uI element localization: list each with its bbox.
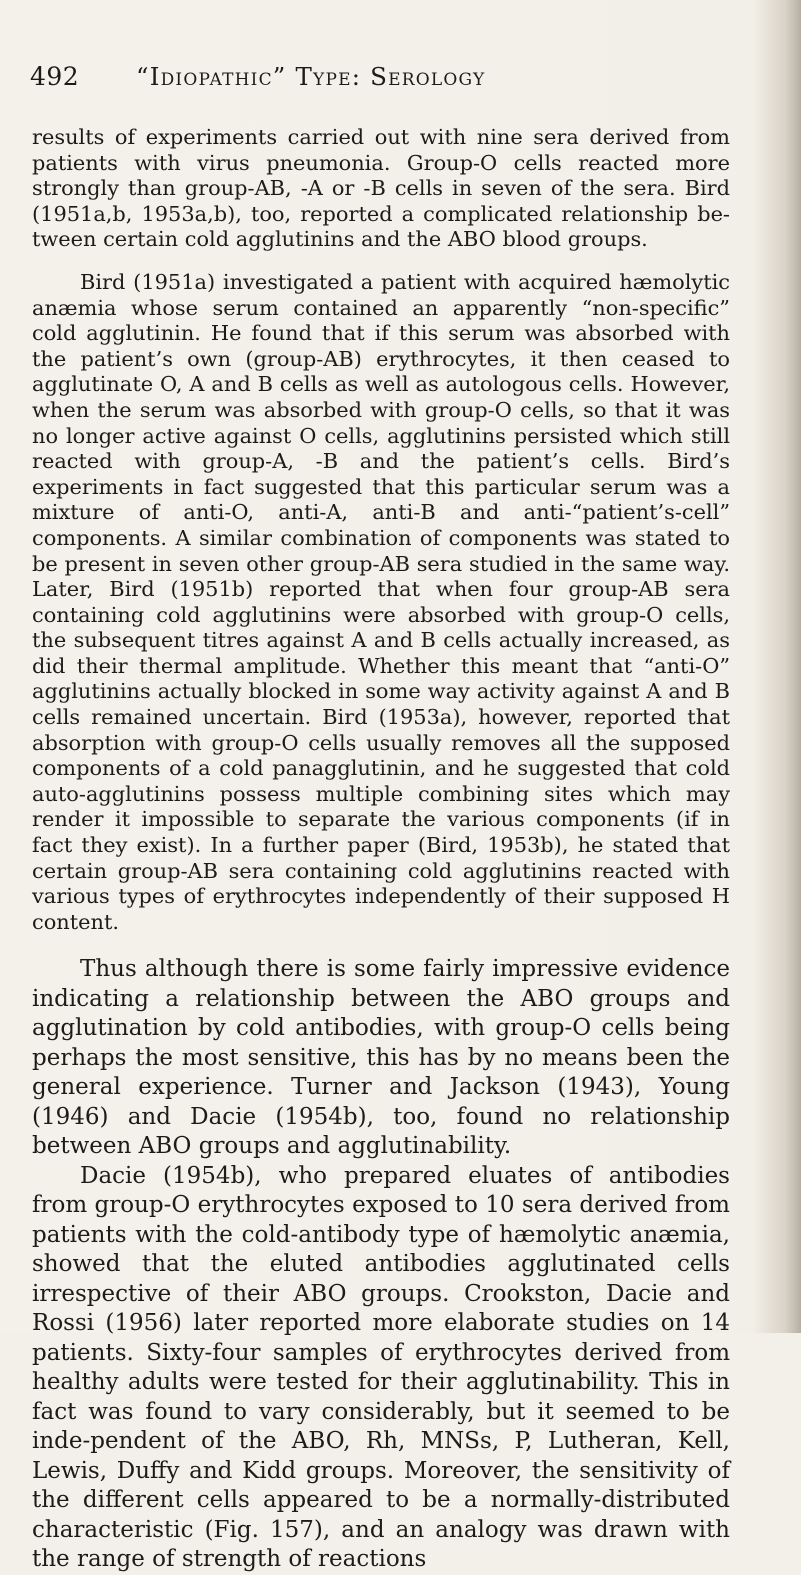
page-header: [30, 62, 730, 102]
body-text: [32, 125, 730, 1575]
running-title: “Idiopathic” Type: Serology: [136, 62, 486, 91]
paragraph: Thus although there is some fairly impressive evidence indicating a relationship between the ABO groups and agglutination by cold antibodies, with group-O cells being perhaps the most sensitive, this has by no means been the general experience. Turner and Jackson (1943), Young (1946) and Dacie (1954b), too, found no relationship between ABO groups and agglutinability.: [32, 956, 730, 1160]
page-number: 492: [30, 62, 80, 91]
paragraph: Dacie (1954b), who prepared eluates of antibodies from group-O erythrocytes exposed to 10 sera derived from patients with the cold-antibody type of hæmolytic anæmia, showed that the eluted antibodies agglutinated cells irrespective of their ABO groups. Crookston, Dacie and Rossi (1956) later reported more elaborate studies on 14 patients. Sixty-four samples of erythrocytes derived from healthy adults were tested for their agglutinability. This in fact was found to vary considerably, but it seemed to be inde-pendent of the ABO, Rh, MNSs, P, Lutheran, Kell, Lewis, Duffy and Kidd groups. Moreover, the sensitivity of the different cells appeared to be a normally-distributed characteristic (Fig. 157), and an analogy was drawn with the range of strength of reactions: [32, 1162, 730, 1573]
paragraph: Bird (1951a) investigated a patient with acquired hæmolytic anæmia whose serum contained an apparently “non-specific” cold agglutinin. He found that if this serum was absorbed with the patient’s own (group-AB) erythrocytes, it then ceased to agglutinate O, A and B cells as well as autologous cells. However, when the serum was absorbed with group-O cells, so that it was no longer active against O cells, agglutinins persisted which still reacted with group-A, -B and the patient’s cells. Bird’s experiments in fact suggested that this particular serum was a mixture of anti-O, anti-A, anti-B and anti-“patient’s-cell” components. A similar combination of components was stated to be present in seven other group-AB sera studied in the same way. Later, Bird (1951b) reported that when four group-AB sera containing cold agglutinins were absorbed with group-O cells, the subsequent titres against A and B cells actually increased, as did their thermal amplitude. Whether this meant that “anti-O” agglutinins actually blocked in some way activity against A and B cells remained uncertain. Bird (1953a), however, reported that absorption with group-O cells usually removes all the supposed components of a cold panagglutinin, and he suggested that cold auto-agglutinins possess multiple combining sites which may render it impossible to separate the various components (if in fact they exist). In a further paper (Bird, 1953b), he stated that certain group-AB sera containing cold agglutinins reacted with various types of erythrocytes independently of their supposed H content.: [32, 269, 730, 934]
paragraph: results of experiments carried out with nine sera derived from patients with virus pneumonia. Group-O cells reacted more strongly than group-AB, -A or -B cells in seven of the sera. Bird (1951a,b, 1953a,b), too, reported a complicated relationship be-tween certain cold agglutinins and the ABO blood groups.: [32, 125, 730, 252]
